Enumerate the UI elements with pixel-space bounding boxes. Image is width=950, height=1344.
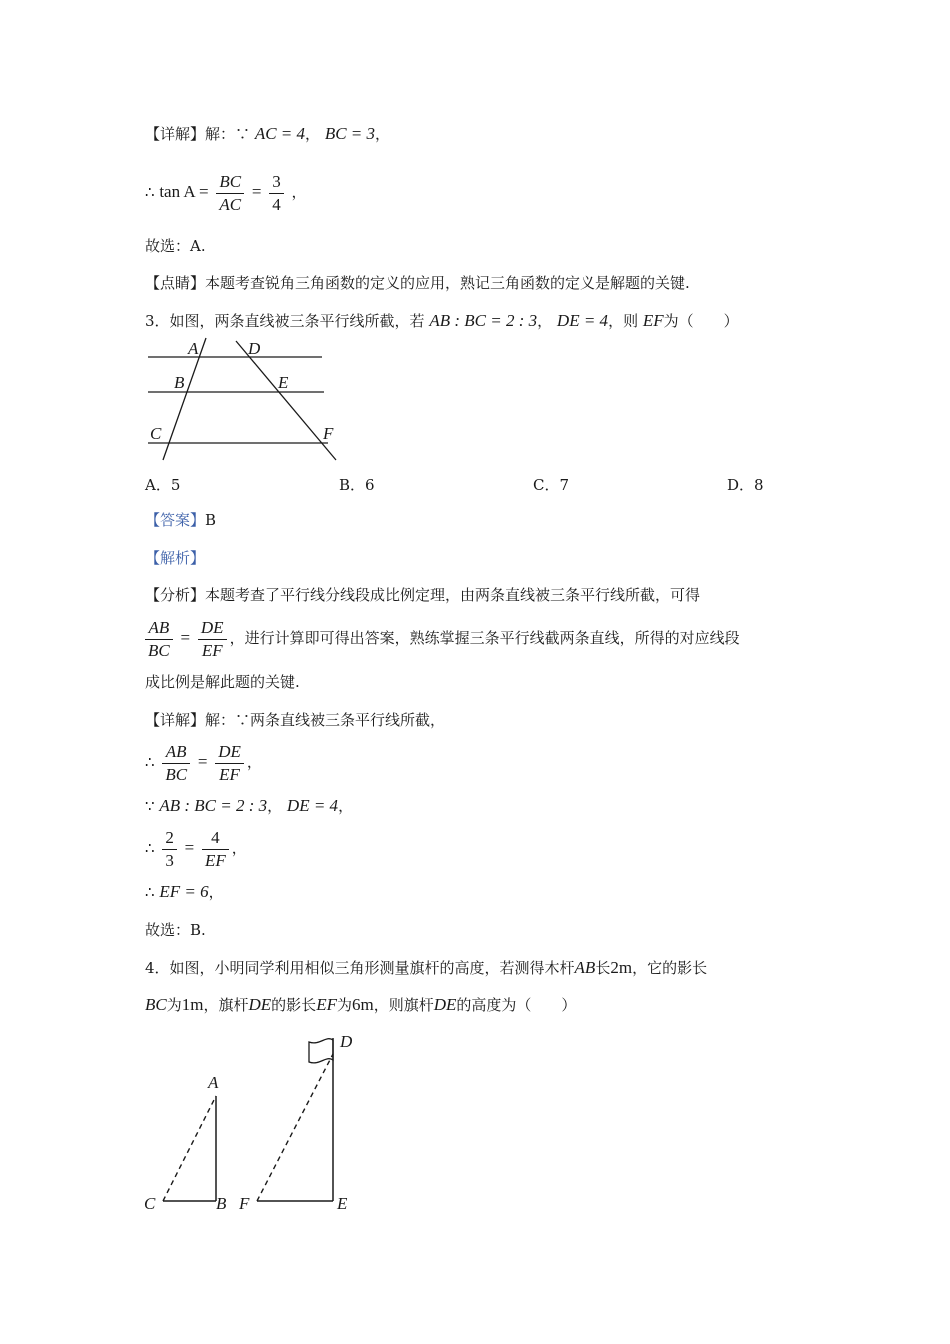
fraction-3-over-4: $\frac{3}{4}$ bbox=[269, 171, 284, 216]
fraction-de-over-ef: $\frac{DE}{EF}$ bbox=[198, 617, 227, 662]
given-ac: AC = 4 bbox=[254, 124, 306, 143]
q3-step-3: ∴ $\frac{2}{3}$ = $\frac{4}{EF}$ ， bbox=[145, 827, 247, 870]
q3-answer: 【答案】B bbox=[145, 511, 217, 529]
q3-step-1: ∴ $\frac{AB}{BC}$ = $\frac{DE}{EF}$ ， bbox=[145, 741, 262, 784]
q3-detail: 【详解】解：∵两条直线被三条平行线所截， bbox=[145, 711, 446, 729]
q3-stem: 3．如图，两条直线被三条平行线所截，若 AB : BC = 2 : 3， DE = 4，则 EF为（ ） bbox=[145, 311, 739, 330]
q3-analysis-3: 成比例是解此题的关键. bbox=[145, 673, 300, 691]
q2-detail-line: 【详解】解：∵ AC = 4， BC = 3， bbox=[145, 124, 391, 143]
label-e: E bbox=[337, 1194, 348, 1213]
label-e: E bbox=[278, 373, 289, 392]
transversal-left bbox=[163, 338, 206, 460]
flag-icon bbox=[309, 1039, 333, 1063]
given-bc: BC = 3 bbox=[324, 124, 376, 143]
q3-options bbox=[145, 474, 805, 494]
label-f: F bbox=[239, 1194, 250, 1213]
label-a: A bbox=[188, 339, 199, 358]
q2-tan-formula: ∴ tan A = $\frac{BC}{AC}$ = $\frac{3}{4}$ ， bbox=[145, 171, 307, 214]
q3-step-2: ∵ AB : BC = 2 : 3， DE = 4， bbox=[145, 796, 354, 815]
option-a: A．5 bbox=[145, 476, 181, 494]
q4-figure bbox=[138, 1028, 368, 1218]
label-c: C bbox=[144, 1194, 156, 1213]
option-d: D．8 bbox=[727, 476, 764, 494]
label-f: F bbox=[323, 424, 334, 443]
sunray-ca bbox=[163, 1096, 216, 1201]
option-c: C．7 bbox=[533, 476, 570, 494]
fraction-bc-over-ac: $\frac{BC}{AC}$ bbox=[216, 171, 244, 216]
label-a: A bbox=[208, 1073, 219, 1092]
detail-tag: 【详解】 bbox=[145, 125, 206, 143]
q3-figure bbox=[140, 336, 345, 464]
q4-stem-1: 4．如图，小明同学利用相似三角形测量旗杆的高度，若测得木杆AB长2m，它的影长 bbox=[145, 958, 708, 977]
answer-tag: 【答案】 bbox=[145, 511, 206, 529]
q3-analysis-tag: 【解析】 bbox=[145, 549, 206, 567]
q4-stem-2: BC为1m，旗杆DE的影长EF为6m，则旗杆DE的高度为（ ） bbox=[145, 995, 577, 1014]
q3-analysis-2: $\frac{AB}{BC}$ = $\frac{DE}{EF}$ ，进行计算即可得出答案，熟练掌握三条平行线截两条直线，所得的对应线段 bbox=[145, 614, 740, 662]
label-d: D bbox=[248, 339, 261, 358]
fraction-ab-over-bc: $\frac{AB}{BC}$ bbox=[145, 617, 173, 662]
option-b: B．6 bbox=[339, 476, 375, 494]
label-d: D bbox=[340, 1032, 353, 1051]
q2-choice: 故选：A. bbox=[145, 237, 206, 255]
label-b: B bbox=[174, 373, 185, 392]
q2-comment: 【点睛】本题考查锐角三角函数的定义的应用，熟记三角函数的定义是解题的关键. bbox=[145, 274, 690, 292]
transversal-right bbox=[236, 341, 336, 460]
sunray-fd bbox=[257, 1054, 333, 1201]
q3-result: ∴ EF = 6， bbox=[145, 882, 224, 901]
label-b: B bbox=[216, 1194, 227, 1213]
label-c: C bbox=[150, 424, 162, 443]
q3-analysis-1: 【分析】本题考查了平行线分线段成比例定理，由两条直线被三条平行线所截，可得 bbox=[145, 586, 701, 604]
q3-choice: 故选：B. bbox=[145, 921, 206, 939]
